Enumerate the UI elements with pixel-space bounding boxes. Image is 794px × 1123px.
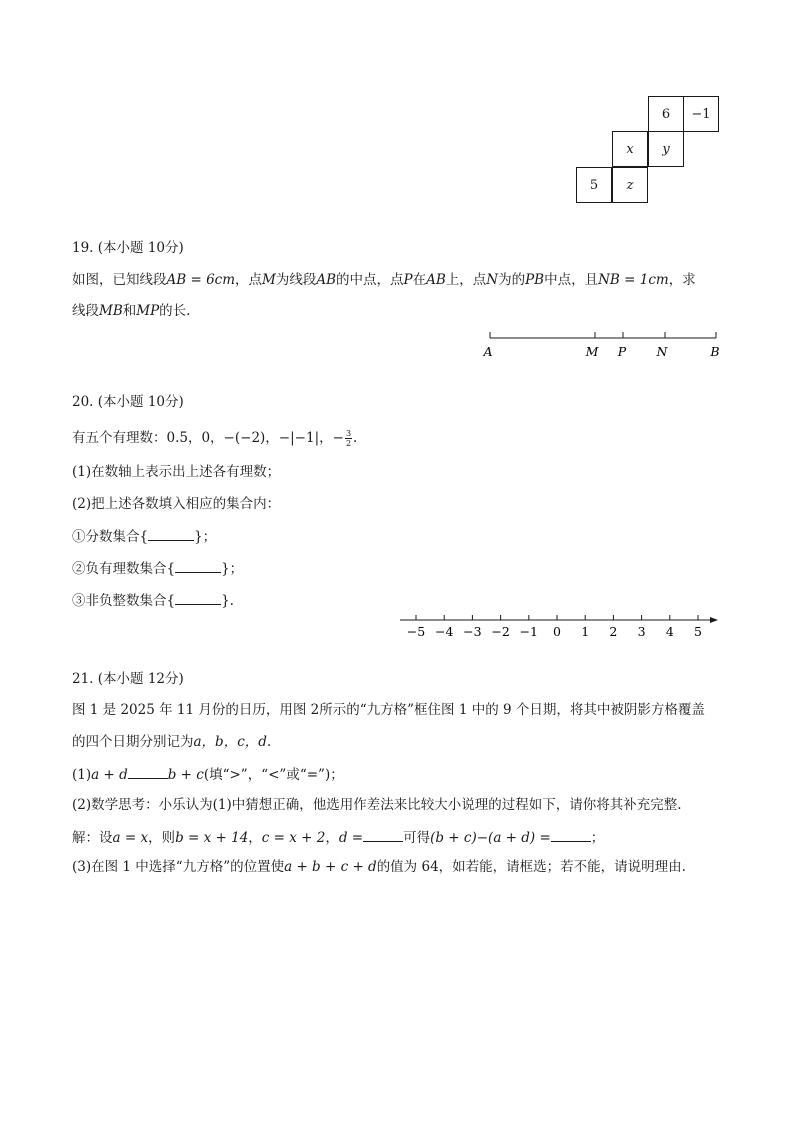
grid-cell-6: 6 [648, 96, 684, 132]
axis-tick-label: 3 [637, 624, 646, 639]
axis-tick-label: 4 [665, 624, 674, 639]
number-line [396, 610, 726, 644]
grid-cell-5: 5 [576, 167, 612, 203]
q20-part1: (1)在数轴上表示出上述各有理数； [72, 464, 281, 480]
point-label-N: N [656, 344, 668, 359]
answer-blank[interactable] [148, 526, 194, 541]
answer-blank[interactable] [175, 590, 221, 605]
q20-line1: 有五个有理数：0.5，0，−(−2)，−|−1|，− $\frac{3}{2}$ . [72, 429, 358, 448]
q21-line1: 图 1 是 2025 年 11 月份的日历，用图 2所示的“九方格”框住图 1 中的 9 个日期，将其中被阴影方格覆盖 [72, 702, 705, 718]
point-label-M: M [585, 344, 599, 359]
q20-part2: (2)把上述各数填入相应的集合内： [72, 496, 281, 512]
point-label-P: P [617, 344, 627, 359]
q20-header: 20. (本小题 10分) [72, 394, 184, 410]
axis-tick-label: 5 [694, 624, 702, 639]
fraction-3-2: $\frac{3}{2}$ [345, 429, 352, 448]
answer-blank[interactable] [551, 827, 591, 842]
axis-tick-label: −5 [406, 624, 426, 639]
point-label-B: B [710, 344, 720, 359]
q20-set-fractions: ①分数集合{ }； [72, 526, 216, 546]
q21-line2: 的四个日期分别记为a，b，c，d. [72, 734, 272, 750]
q19-line1: 如图，已知线段AB = 6cm，点M为线段AB的中点，点P在AB上，点N为的PB中点，且NB = 1cm，求 [72, 272, 696, 288]
grid-cell-neg1: −1 [683, 96, 719, 132]
axis-tick-label: 1 [581, 624, 590, 639]
q21-part2: (2)数学思考：小乐认为(1)中猜想正确，他选用作差法来比较大小说理的过程如下，请你将其补充完整. [72, 797, 682, 813]
q20-set-negatives: ②负有理数集合{ }； [72, 558, 243, 578]
grid-cell-z: z [612, 167, 648, 203]
axis-tick-label: −3 [463, 624, 482, 639]
grid-cell-y: y [648, 131, 684, 167]
grid-cell-x: x [612, 131, 648, 167]
answer-blank[interactable] [128, 764, 168, 779]
segment-diagram [470, 322, 740, 366]
axis-tick-label: 2 [609, 624, 618, 639]
q21-part3: (3)在图 1 中选择“九方格”的位置使a + b + c + d的值为 64，如若能，请框选；若不能，请说明理由. [72, 859, 686, 875]
q19-line2: 线段MB和MP的长. [72, 303, 191, 319]
q19-header: 19. (本小题 10分) [72, 240, 184, 256]
axis-tick-label: −4 [434, 624, 454, 639]
q20-set-nonneg-integers: ③非负整数集合{ }. [72, 590, 234, 610]
q21-solution: 解：设a = x，则b = x + 14，c = x + 2，d = 可得(b + c)−(a + d) = ； [72, 827, 604, 847]
axis-tick-label: −2 [491, 624, 510, 639]
answer-blank[interactable] [363, 827, 403, 842]
point-label-A: A [483, 344, 493, 359]
axis-tick-label: 0 [553, 624, 561, 639]
axis-tick-label: −1 [519, 624, 539, 639]
q21-header: 21. (本小题 12分) [72, 671, 184, 687]
q21-part1: (1)a + d b + c(填“>”，“<”或“=”)； [72, 764, 344, 784]
answer-blank[interactable] [175, 558, 221, 573]
